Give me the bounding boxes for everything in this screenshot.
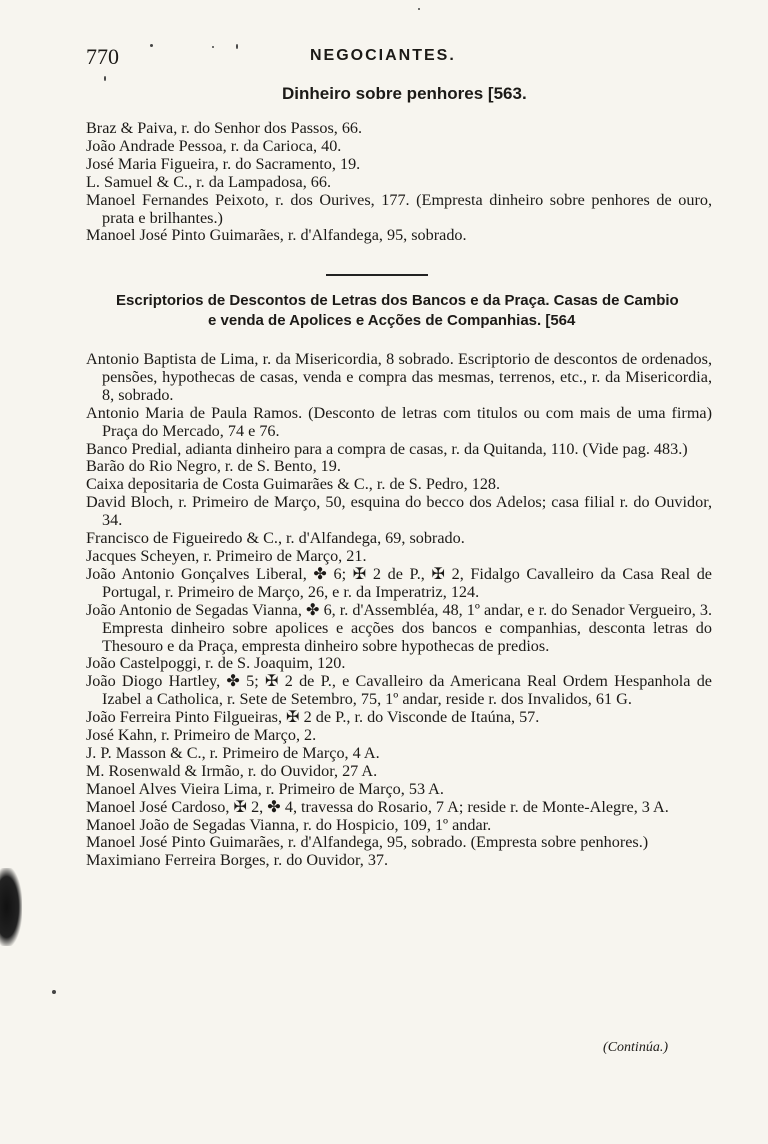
list-item: Manoel José Cardoso, ✠ 2, ✤ 4, travessa do Rosario, 7 A; reside r. de Monte-Alegre, 3 A. — [86, 797, 669, 816]
ink-speck — [150, 44, 153, 47]
section-title-escriptorios-line2: e venda de Apolices e Acções de Companhias. [564 — [208, 312, 576, 329]
ink-speck — [418, 8, 420, 10]
list-item: João Ferreira Pinto Filgueiras, ✠ 2 de P., r. do Visconde de Itaúna, 57. — [86, 708, 540, 727]
list-item: David Bloch, r. Primeiro de Março, 50, esquina do becco dos Adelos; casa filial r. do Ouvidor, 34. — [86, 493, 712, 530]
list-item: Maximiano Ferreira Borges, r. do Ouvidor, 37. — [86, 851, 389, 870]
list-item: Banco Predial, adianta dinheiro para a compra de casas, r. da Quitanda, 110. (Vide pag. 483.) — [86, 439, 688, 458]
ink-speck — [104, 76, 106, 81]
ink-speck — [236, 44, 238, 49]
list-item: João Castelpoggi, r. de S. Joaquim, 120. — [86, 654, 346, 673]
ink-blot — [0, 868, 22, 946]
list-item: José Kahn, r. Primeiro de Março, 2. — [86, 726, 317, 745]
list-item: João Diogo Hartley, ✤ 5; ✠ 2 de P., e Cavalleiro da Americana Real Ordem Hespanhola de Izabel a Catholica, r. Sete de Setembro, 75, 1º andar, reside r. dos Invalidos, 61 G. — [86, 672, 712, 709]
section-divider — [326, 274, 428, 276]
ink-speck — [212, 46, 214, 48]
list-item: Caixa depositaria de Costa Guimarães & C., r. de S. Pedro, 128. — [86, 475, 501, 494]
list-item: José Maria Figueira, r. do Sacramento, 19. — [86, 154, 361, 173]
list-item: João Antonio Gonçalves Liberal, ✤ 6; ✠ 2 de P., ✠ 2, Fidalgo Cavalleiro da Casa Real de Portugal, r. Primeiro de Março, 26, e r. da Imperatriz, 124. — [86, 564, 712, 601]
page-number: 770 — [86, 44, 119, 69]
list-item: M. Rosenwald & Irmão, r. do Ouvidor, 27 A. — [86, 761, 378, 780]
continuation-note: (Continúa.) — [603, 1040, 668, 1055]
list-item: Francisco de Figueiredo & C., r. d'Alfandega, 69, sobrado. — [86, 529, 465, 548]
list-item: João Antonio de Segadas Vianna, ✤ 6, r. d'Assembléa, 48, 1º andar, e r. do Senador Vergueiro, 3. Empresta dinheiro sobre apolices e acções dos bancos e companhias, desconta letras do Thesouro e da Praça, empresta dinheiro sobre hypothecas de predios. — [86, 600, 712, 655]
list-item: Manoel José Pinto Guimarães, r. d'Alfandega, 95, sobrado. (Empresta sobre penhores.) — [86, 833, 649, 852]
list-item: Manoel José Pinto Guimarães, r. d'Alfandega, 95, sobrado. — [86, 226, 467, 245]
list-item: L. Samuel & C., r. da Lampadosa, 66. — [86, 172, 332, 191]
list-item: Manoel Fernandes Peixoto, r. dos Ourives, 177. (Empresta dinheiro sobre penhores de ouro, prata e brilhantes.) — [86, 190, 712, 227]
section-penhores-list — [86, 120, 712, 245]
section-title-escriptorios-line1: Escriptorios de Descontos de Letras dos Bancos e da Praça. Casas de Cambio — [116, 292, 679, 309]
list-item: Manoel João de Segadas Vianna, r. do Hospicio, 109, 1º andar. — [86, 815, 492, 834]
list-item: Antonio Maria de Paula Ramos. (Desconto de letras com titulos ou com mais de uma firma) Praça do Mercado, 74 e 76. — [86, 403, 712, 440]
list-item: Jacques Scheyen, r. Primeiro de Março, 21. — [86, 546, 367, 565]
section-escriptorios-list — [86, 351, 712, 870]
list-item: Braz & Paiva, r. do Senhor dos Passos, 66. — [86, 119, 363, 137]
list-item: Manoel Alves Vieira Lima, r. Primeiro de Março, 53 A. — [86, 779, 444, 798]
list-item: João Andrade Pessoa, r. da Carioca, 40. — [86, 136, 342, 155]
page-header — [86, 44, 712, 68]
ink-speck — [52, 990, 56, 994]
list-item: Barão do Rio Negro, r. de S. Bento, 19. — [86, 457, 341, 476]
section-title-penhores: Dinheiro sobre penhores [563. — [282, 84, 527, 103]
list-item: J. P. Masson & C., r. Primeiro de Março, 4 A. — [86, 743, 380, 762]
list-item: Antonio Baptista de Lima, r. da Misericordia, 8 sobrado. Escriptorio de descontos de ordenados, pensões, hypothecas de casas, venda e compra das mesmas, terrenos, etc., r. da Misericordia, 8, sobrado. — [86, 350, 712, 404]
running-title: NEGOCIANTES. — [310, 47, 456, 64]
